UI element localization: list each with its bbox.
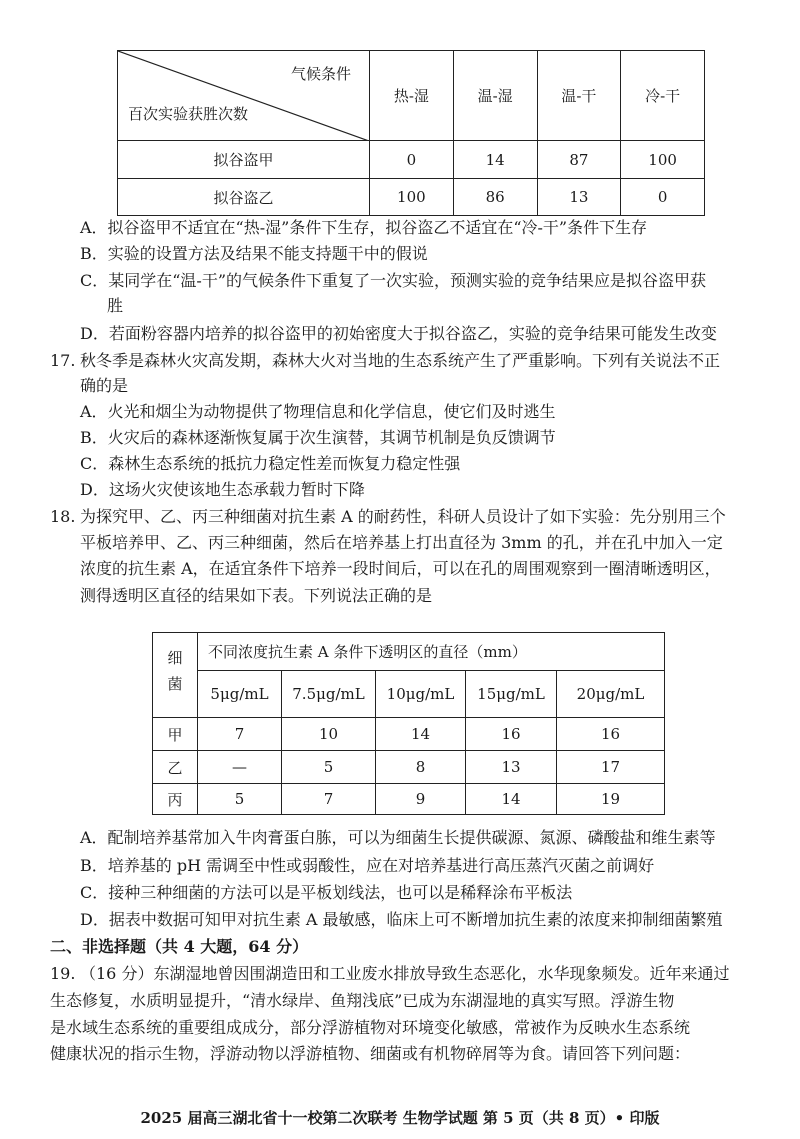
cell: 14 xyxy=(453,141,537,179)
cell: 19 xyxy=(557,784,665,815)
cell: 8 xyxy=(376,751,466,784)
q16-option-c: C．某同学在“温-干”的气候条件下重复了一次实验，预测实验的竞争结果应是拟谷盗甲获 xyxy=(80,271,707,290)
q17-option-c: C．森林生态系统的抵抗力稳定性差而恢复力稳定性强 xyxy=(80,454,461,473)
row-label: 丙 xyxy=(153,784,198,815)
cell: 14 xyxy=(466,784,557,815)
cell: 16 xyxy=(557,718,665,751)
competition-table xyxy=(117,50,705,216)
q18-option-a: A．配制培养基常加入牛肉膏蛋白胨，可以为细菌生长提供碳源、氮源、磷酸盐和维生素等 xyxy=(80,828,716,847)
cell: 5 xyxy=(198,784,282,815)
cell: 17 xyxy=(557,751,665,784)
cell: 87 xyxy=(537,141,621,179)
cell: 9 xyxy=(376,784,466,815)
table-row xyxy=(118,179,705,216)
diagonal-header-cell xyxy=(118,51,370,141)
table-row xyxy=(153,751,665,784)
q18-stem-cont: 测得透明区直径的结果如下表。下列说法正确的是 xyxy=(80,586,433,605)
cell: 100 xyxy=(370,179,454,216)
column-header: 温-湿 xyxy=(453,51,537,141)
cell: 100 xyxy=(621,141,705,179)
table-row xyxy=(153,784,665,815)
column-header: 温-干 xyxy=(537,51,621,141)
q16-option-d: D．若面粉容器内培养的拟谷盗甲的初始密度大于拟谷盗乙，实验的竞争结果可能发生改变 xyxy=(80,324,717,343)
antibiotic-table xyxy=(152,632,665,815)
cell: 16 xyxy=(466,718,557,751)
row-label: 甲 xyxy=(153,718,198,751)
cell: 86 xyxy=(453,179,537,216)
corner-bottom-label: 百次实验获胜次数 xyxy=(128,105,249,123)
q18-number: 18. xyxy=(50,507,76,526)
q19-stem-cont: 是水域生态系统的重要组成成分，部分浮游植物对环境变化敏感，常被作为反映水生态系统 xyxy=(50,1018,691,1037)
q16-option-c-cont: 胜 xyxy=(107,296,124,315)
q19-stem-cont: 生态修复，水质明显提升，“清水绿岸、鱼翔浅底”已成为东湖湿地的真实写照。浮游生物 xyxy=(50,991,675,1010)
q17-stem-cont: 确的是 xyxy=(80,376,129,395)
page-footer: 2025 届高三湖北省十一校第二次联考 生物学试题 第 5 页（共 8 页）• 印版 xyxy=(140,1109,660,1127)
column-header: 热-湿 xyxy=(370,51,454,141)
column-header: 20μg/mL xyxy=(557,671,665,718)
q16-option-a: A．拟谷盗甲不适宜在“热-湿”条件下生存，拟谷盗乙不适宜在“冷-干”条件下生存 xyxy=(80,218,648,237)
q16-option-b: B．实验的设置方法及结果不能支持题干中的假说 xyxy=(80,244,428,263)
table-row xyxy=(153,718,665,751)
cell: 14 xyxy=(376,718,466,751)
cell: 10 xyxy=(282,718,376,751)
section-heading: 二、非选择题（共 4 大题，64 分） xyxy=(50,937,309,956)
row-header-label: 细菌 xyxy=(167,649,183,693)
cell: 7 xyxy=(198,718,282,751)
column-header: 冷-干 xyxy=(621,51,705,141)
row-label: 乙 xyxy=(153,751,198,784)
table-title: 不同浓度抗生素 A 条件下透明区的直径（mm） xyxy=(198,633,665,671)
q17-option-d: D．这场火灾使该地生态承载力暂时下降 xyxy=(80,480,365,499)
q17-stem: 秋冬季是森林火灾高发期，森林大火对当地的生态系统产生了严重影响。下列有关说法不正 xyxy=(80,351,721,370)
column-header: 15μg/mL xyxy=(466,671,557,718)
q18-option-b: B．培养基的 pH 需调至中性或弱酸性，应在对培养基进行高压蒸汽灭菌之前调好 xyxy=(80,856,655,875)
q19-stem: （16 分）东湖湿地曾因围湖造田和工业废水排放导致生态恶化，水华现象频发。近年来通过 xyxy=(80,964,730,983)
cell: 5 xyxy=(282,751,376,784)
cell: 13 xyxy=(466,751,557,784)
cell: 13 xyxy=(537,179,621,216)
q18-stem-cont: 平板培养甲、乙、丙三种细菌，然后在培养基上打出直径为 3mm 的孔，并在孔中加入一定 xyxy=(80,533,723,552)
column-header: 7.5μg/mL xyxy=(282,671,376,718)
q19-number: 19. xyxy=(50,964,76,983)
cell: 0 xyxy=(621,179,705,216)
cell: 7 xyxy=(282,784,376,815)
corner-top-label: 气候条件 xyxy=(290,65,351,83)
q17-option-a: A．火光和烟尘为动物提供了物理信息和化学信息，使它们及时逃生 xyxy=(80,402,556,421)
row-header xyxy=(153,633,198,718)
q17-option-b: B．火灾后的森林逐渐恢复属于次生演替，其调节机制是负反馈调节 xyxy=(80,428,556,447)
q18-option-d: D．据表中数据可知甲对抗生素 A 最敏感，临床上可不断增加抗生素的浓度来抑制细菌繁殖 xyxy=(80,910,723,929)
cell: 0 xyxy=(370,141,454,179)
row-label: 拟谷盗甲 xyxy=(118,141,370,179)
column-header: 10μg/mL xyxy=(376,671,466,718)
q18-stem: 为探究甲、乙、丙三种细菌对抗生素 A 的耐药性，科研人员设计了如下实验：先分别用三个 xyxy=(80,507,726,526)
row-label: 拟谷盗乙 xyxy=(118,179,370,216)
q18-stem-cont: 浓度的抗生素 A，在适宜条件下培养一段时间后，可以在孔的周围观察到一圈清晰透明区， xyxy=(80,559,721,578)
q17-number: 17. xyxy=(50,351,76,370)
column-header: 5μg/mL xyxy=(198,671,282,718)
q18-option-c: C．接种三种细菌的方法可以是平板划线法，也可以是稀释涂布平板法 xyxy=(80,883,573,902)
table-row xyxy=(118,141,705,179)
q19-stem-cont: 健康状况的指示生物，浮游动物以浮游植物、细菌或有机物碎屑等为食。请回答下列问题： xyxy=(50,1044,691,1063)
cell: — xyxy=(198,751,282,784)
